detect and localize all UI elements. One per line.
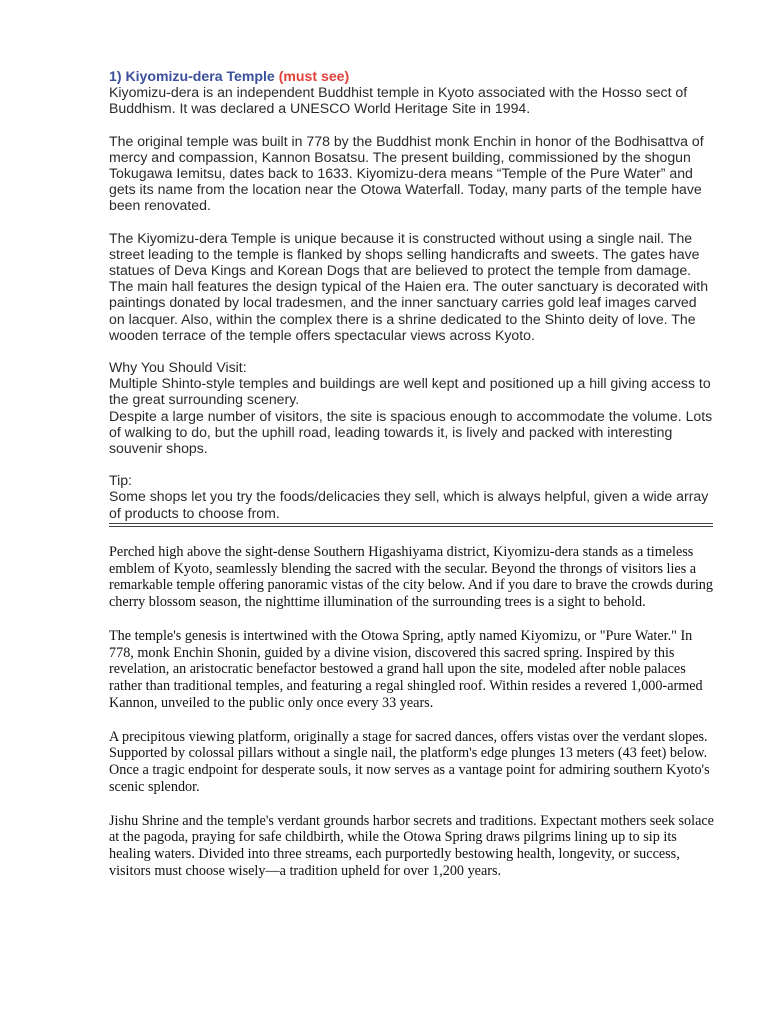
intro-paragraph: Kiyomizu-dera is an independent Buddhist temple in Kyoto associated with the Hosso sect of Buddhism. It was declared a UNESCO World Heritage Site in 1994. [109,84,688,117]
history-paragraph: The original temple was built in 778 by the Buddhist monk Enchin in honor of the Bodhisattva of mercy and compassion, Kannon Bosatsu. The present building, commissioned by the shogun Tokugawa Iemitsu, dates back to 1633. Kiyomizu-dera means “Temple of the Pure Water” and gets its name from the location near the Otowa Waterfall. Today, many parts of the temple have been renovated. [109,132,704,214]
article-paragraph-3: A precipitous viewing platform, originally a stage for sacred dances, offers vistas over the verdant slopes. Supported by colossal pillars without a single nail, the platform's edge plunges 13 meters (43 feet) below. Once a tragic endpoint for desperate souls, it now serves as a vantage point for admiring southern Kyoto's scenic splendor. [109,728,710,796]
heading-title: 1) Kiyomizu-dera Temple [109,68,275,84]
article-section [109,544,715,880]
why-visit-title: Why You Should Visit: [109,359,247,376]
section-divider [109,523,713,527]
article-paragraph-2: The temple's genesis is intertwined with the Otowa Spring, aptly named Kiyomizu, or "Pure Water." In 778, monk Enchin Shonin, guided by a divine vision, discovered this sacred spring. Inspired by this revelation, an aristocratic benefactor bestowed a grand hall upon the site, modeled after noble palaces rather than traditional temples, and featuring a regal shingled roof. Within resides a revered 1,000-armed Kannon, unveiled to the public only once every 33 years. [109,627,703,712]
article-paragraph-1: Perched high above the sight-dense Southern Higashiyama district, Kiyomizu-dera stands as a timeless emblem of Kyoto, seamlessly blending the sacred with the secular. Beyond the throngs of visitors lies a remarkable temple offering panoramic vistas of the city below. And if you dare to brave the crowds during cherry blossom season, the nighttime illumination of the surrounding trees is a sight to behold. [109,543,713,611]
tip-title: Tip: [109,472,132,489]
tip-text: Some shops let you try the foods/delicacies they sell, which is always helpful, given a wide array of products to choose from. [109,488,709,521]
why-visit-line-2: Despite a large number of visitors, the site is spacious enough to accommodate the volume. Lots of walking to do, but the uphill road, leading towards it, is lively and packed with interesting souvenir shops. [109,407,713,457]
article-paragraph-4: Jishu Shrine and the temple's verdant grounds harbor secrets and traditions. Expectant mothers seek solace at the pagoda, praying for safe childbirth, while the Otowa Spring draws pilgrims lining up to sip its healing waters. Divided into three streams, each purportedly bestowing health, longevity, or success, visitors must choose wisely—a tradition upheld for over 1,200 years. [109,812,714,880]
unique-paragraph: The Kiyomizu-dera Temple is unique because it is constructed without using a single nail. The street leading to the temple is flanked by shops selling handicrafts and sweets. The gates have statues of Deva Kings and Korean Dogs that are believed to protect the temple from damage. The main hall features the design typical of the Haien era. The outer sanctuary is decorated with paintings donated by local tradesmen, and the inner sanctuary carries gold leaf images carved on lacquer. Also, within the complex there is a shrine dedicated to the Shinto deity of love. The wooden terrace of the temple offers spectacular views across Kyoto. [109,229,709,343]
must-see-note: (must see) [278,68,350,84]
section-heading [109,68,715,84]
guide-section [109,68,715,527]
why-visit-line-1: Multiple Shinto-style temples and buildings are well kept and positioned up a hill giving access to the great surrounding scenery. [109,375,711,408]
document-page [109,68,715,880]
